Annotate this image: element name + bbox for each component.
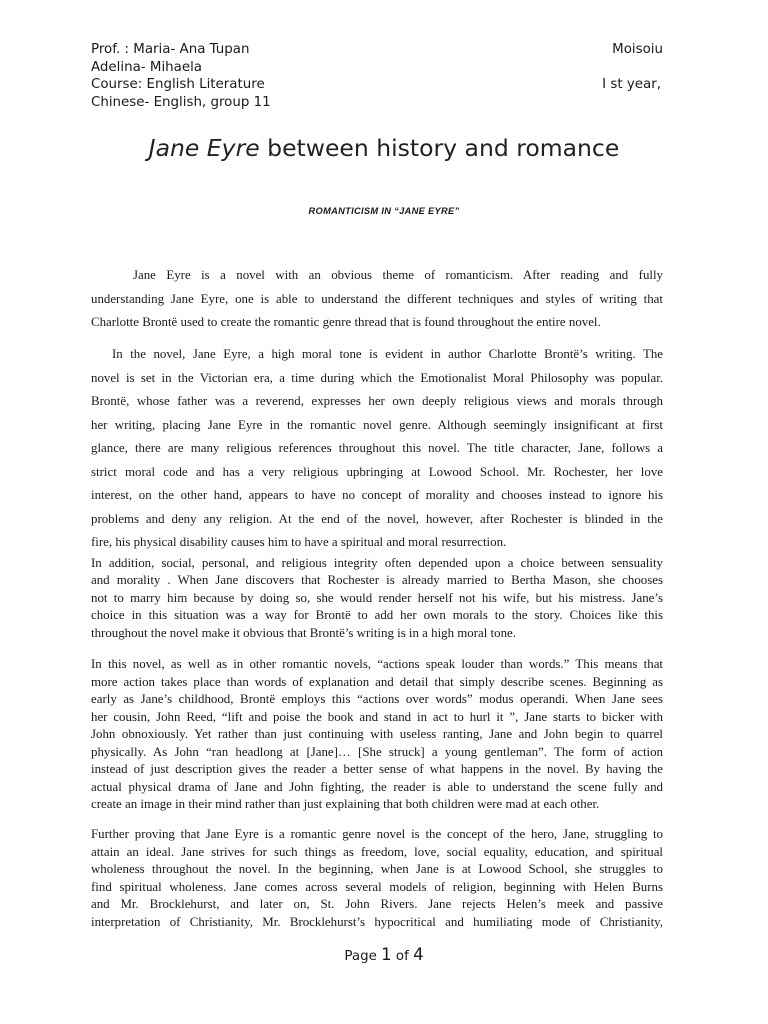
student-given-names: Adelina- Mihaela: [91, 59, 203, 75]
header-line-3: [91, 76, 663, 94]
paragraph-line: Jane Eyre is a novel with an obvious theme of romanticism. After reading and fully: [133, 268, 663, 282]
page-title: [0, 133, 768, 163]
paragraph-line: and morality . When Jane discovers that Rochester is already married to Bertha Mason, she chooses: [91, 573, 663, 588]
paragraph-line: and Mr. Brocklehurst, and later on, St. John Rivers. Jane rejects Helen’s meek and passive: [91, 897, 663, 911]
paragraph-line: her writing, placing Jane Eyre in the romantic novel genre. Although seemingly insignificant at first: [91, 417, 663, 432]
paragraph-line: problems and deny any religion. At the end of the novel, however, after Rochester is blinded in the: [91, 511, 663, 526]
course-name: Course: English Literature: [91, 77, 265, 92]
header-line-4: [91, 94, 663, 112]
professor-name: Prof. : Maria- Ana Tupan: [91, 42, 250, 57]
paragraph-line: interest, on the other hand, appears to have no concept of morality and chooses instead to ignore his: [91, 488, 663, 502]
paragraph-line: actual physical drama of Jane and John fighting, the reader is able to understand the scene fully and: [91, 779, 663, 794]
student-surname: Moisoiu: [612, 42, 663, 57]
paragraph-line: Charlotte Brontë used to create the romantic genre thread that is found throughout the entire novel.: [91, 315, 601, 330]
paragraph-line: more action takes place than words of explanation and detail that simply describe scenes. Beginning as: [91, 674, 663, 689]
paragraph-line: glance, there are many religious references throughout this novel. The title character, Jane, follows a: [91, 441, 663, 455]
paragraph-line: In this novel, as well as in other romantic novels, “actions speak louder than words.” This means that: [91, 657, 663, 671]
paragraph-line: understanding Jane Eyre, one is able to understand the different techniques and styles of writing that: [91, 291, 663, 306]
paragraph-1: [91, 264, 663, 335]
paragraph-line: fire, his physical disability causes him to have a spiritual and moral resurrection.: [91, 535, 507, 549]
paragraph-line: her cousin, John Reed, “lift and poise the book and stand in act to hurl it ”, Jane starts to bicker with: [91, 709, 663, 724]
study-year: I st year,: [602, 77, 661, 92]
page-footer: [0, 944, 768, 968]
paragraph-line: In the novel, Jane Eyre, a high moral tone is evident in author Charlotte Brontë’s writing. The: [112, 347, 663, 361]
paragraph-line: physically. As John “ran headlong at [Jane]… [She struck] a young gentleman”. The form of action: [91, 744, 663, 759]
paragraph-4: [91, 656, 663, 814]
document-header: [91, 41, 663, 111]
current-page-number: 1: [381, 945, 392, 964]
paragraph-3: [91, 555, 663, 642]
paragraph-line: find spiritual wholeness. Jane comes across several models of religion, beginning with Helen Burns: [91, 879, 663, 894]
paragraph-line: In addition, social, personal, and religious integrity often depended upon a choice between sensuality: [91, 556, 663, 570]
paragraph-line: interpretation of Christianity, Mr. Brocklehurst’s hypocritical and humiliating mode of Christianity,: [91, 914, 663, 929]
paragraph-2: [91, 343, 663, 555]
paragraph-line: Further proving that Jane Eyre is a romantic genre novel is the concept of the hero, Jane, struggling to: [91, 827, 663, 841]
section-subtitle: ROMANTICISM IN “JANE EYRE”: [308, 206, 460, 216]
paragraph-line: throughout the novel make it obvious that Brontë’s writing is in a high moral tone.: [91, 625, 516, 640]
title-italic: Jane Eyre: [148, 134, 260, 162]
paragraph-line: not to marry him because by doing so, she would render herself not his wife, but his mistress. Jane’s: [91, 590, 663, 605]
paragraph-line: strict moral code and has a very religious upbringing at Lowood School. Mr. Rochester, her love: [91, 464, 663, 479]
paragraph-line: early as Jane’s childhood, Brontë employs this “actions over words” modus operandi. When Jane sees: [91, 692, 663, 706]
group-name: Chinese- English, group 11: [91, 94, 271, 110]
header-line-2: [91, 59, 663, 77]
paragraph-line: instead of just description gives the reader a better sense of what happens in the novel. By having the: [91, 762, 663, 776]
paragraph-line: wholeness throughout the novel. In the beginning, when Jane is at Lowood School, she struggles to: [91, 862, 663, 876]
title-rest: between history and romance: [259, 134, 620, 162]
paragraph-line: attain an ideal. Jane strives for such things as freedom, love, social equality, education, and spiritual: [91, 844, 663, 859]
paragraph-5: [91, 826, 663, 931]
header-line-1: [91, 41, 663, 59]
paragraph-line: novel is set in the Victorian era, a time during which the Emotionalist Moral Philosophy was popular.: [91, 370, 663, 385]
paragraph-line: choice in this situation was a way for Brontë to add her own morals to the story. Choices like this: [91, 608, 663, 623]
paragraph-line: create an image in their mind rather than just explaining that both children were mad at each other.: [91, 797, 600, 811]
paragraph-line: John obnoxiously. Yet rather than just continuing with useless ranting, Jane and John begin to quarrel: [91, 727, 663, 741]
total-page-count: 4: [413, 945, 424, 964]
page-word: Page: [344, 949, 377, 964]
paragraph-line: Brontë, whose father was a reverend, expresses her own deeply religious views and morals through: [91, 394, 663, 408]
of-word: of: [395, 949, 409, 964]
